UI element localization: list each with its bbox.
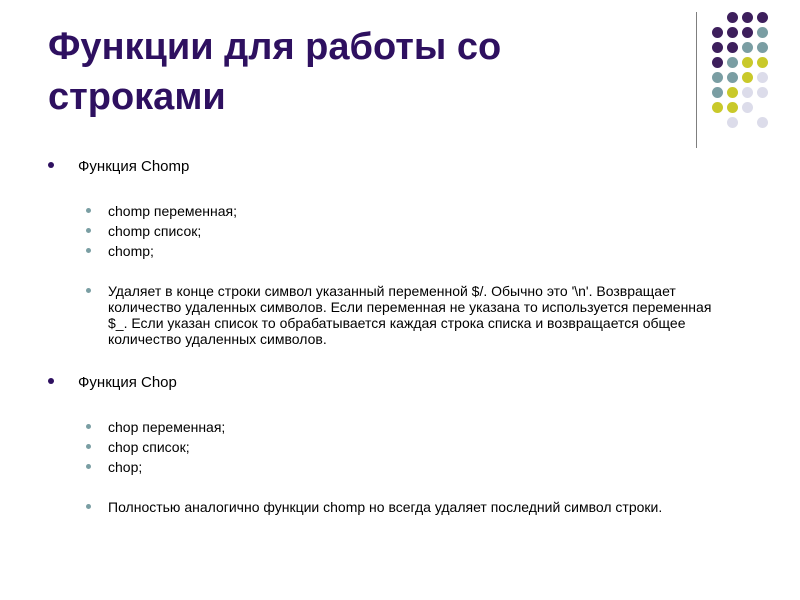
- decorative-dot: [712, 72, 723, 83]
- bullet-icon: [86, 424, 91, 429]
- decorative-dot: [757, 57, 768, 68]
- decorative-dot: [757, 27, 768, 38]
- decorative-dot: [727, 42, 738, 53]
- decorative-dot: [742, 87, 753, 98]
- decorative-dot: [742, 42, 753, 53]
- bullet-icon: [86, 248, 91, 253]
- decorative-dot: [742, 12, 753, 23]
- decorative-dot: [727, 12, 738, 23]
- decorative-dot: [742, 27, 753, 38]
- decorative-dot: [757, 117, 768, 128]
- decorative-dot: [757, 12, 768, 23]
- bullet-icon: [86, 288, 91, 293]
- decorative-dot: [712, 42, 723, 53]
- bullet-icon: [86, 228, 91, 233]
- decorative-dot: [727, 72, 738, 83]
- decorative-dot: [742, 102, 753, 113]
- decorative-dot: [742, 72, 753, 83]
- section-heading: Функция Chop: [78, 374, 177, 391]
- bullet-icon: [86, 208, 91, 213]
- decorative-dot: [727, 87, 738, 98]
- decorative-dot: [727, 102, 738, 113]
- decorative-dot: [712, 102, 723, 113]
- section-heading: Функция Chomp: [78, 158, 190, 175]
- bullet-icon: [86, 444, 91, 449]
- description-text: Удаляет в конце строки символ указанный переменной $/. Обычно это '\n'. Возвращает количество удаленных символов. Если переменная не указана то используется переменная $_. Если указан список то обрабатывается каждая строка списка и возвращается общее количество удаленных символов.: [108, 283, 712, 347]
- decorative-dot: [757, 42, 768, 53]
- decorative-dot: [712, 57, 723, 68]
- decorative-dot: [727, 57, 738, 68]
- bullet-icon: [48, 162, 54, 168]
- slide-title: Функции для работы со строками: [48, 26, 502, 118]
- bullet-icon: [48, 378, 54, 384]
- decorative-dot: [757, 72, 768, 83]
- divider-line: [696, 12, 697, 148]
- decorative-dot: [712, 87, 723, 98]
- decorative-dot: [712, 27, 723, 38]
- bullet-icon: [86, 464, 91, 469]
- decorative-dot: [757, 87, 768, 98]
- decorative-dot: [727, 117, 738, 128]
- decorative-dot: [727, 27, 738, 38]
- description-text: Полностью аналогично функции chomp но всегда удаляет последний символ строки.: [108, 499, 663, 515]
- bullet-icon: [86, 504, 91, 509]
- decorative-dot: [742, 57, 753, 68]
